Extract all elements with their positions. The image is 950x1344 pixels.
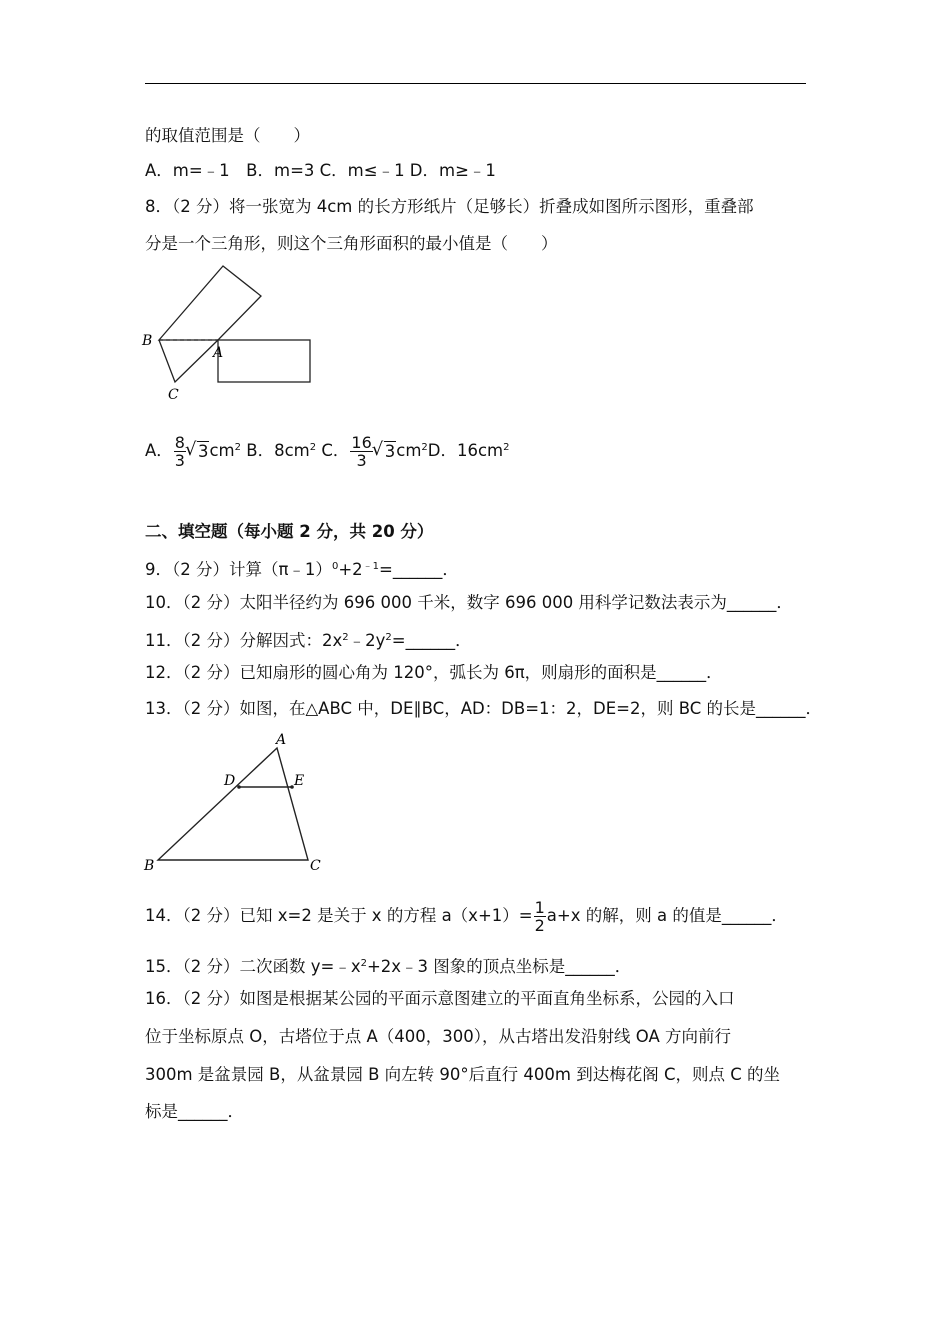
q8-line1: 8．（2 分）将一张宽为 4cm 的长方形纸片（足够长）折叠成如图所示图形，重叠部 [145,197,754,216]
opt-c-sqrt: √ 3 [374,432,397,472]
triangle-ABC [158,748,308,860]
label-C: C [168,387,179,403]
opt-a-sqrt: √ 3 [187,432,210,472]
q16-line3: 300m 是盆景园 B，从盆景园 B 向左转 90°后直行 400m 到达梅花阁 C，则点 C 的坐 [145,1065,781,1084]
label-B: B [142,333,153,349]
q11: 11．（2 分）分解因式：$2x^2﹣2y^2=\_\_\_\_\_\_$． [145,631,472,650]
q13-figure [140,728,330,876]
label-E: E [294,773,305,789]
label-C: C [310,858,321,874]
label-D: D [224,773,236,789]
q15: 15．（2 分）二次函数 $y=﹣x^2+2x﹣3$ 图象的顶点坐标是______． [145,957,632,976]
q8-options: A． $\frac{8}{3}$ √ $3cm^2$ B．$8cm^2$ C． $\frac{16}{3}$ √ $3cm^2D$．$16cm^2$ [145,428,510,472]
header-rule [145,83,806,84]
q13: 13．（2 分）如图，在△ABC 中，DE∥BC，AD：DB=1：2，DE=2，则 BC 的长是______． [145,699,823,718]
folded-strip [159,266,261,340]
q9: 9．（2 分）计算$(\pi﹣1)^0+2^{﹣1}=\_\_\_\_\_\_$． [145,560,459,579]
q16-line4: 标是______． [145,1102,244,1121]
horizontal-strip [218,340,310,382]
q16-line2: 位于坐标原点 O，古塔位于点 A（400，300），从古塔出发沿射线 OA 方向前行 [145,1027,731,1046]
opt-b: B．8cm [246,441,310,460]
section2-title: 二、填空题（每小题 2 分，共 20 分） [145,522,434,541]
label-A: A [213,345,224,361]
label-A: A [276,732,287,748]
opt-a-fraction: $\frac{8}{3}$ [174,433,185,470]
opt-a-label: A． [145,441,173,460]
opt-c-fraction: $\frac{16}{3}$ [351,433,372,470]
triangle-sides [159,340,218,382]
q14: 14．（2 分）已知 x=2 是关于 x 的方程 a（x+1）= $\frac{1}{2}$ a+x 的解，则 a 的值是______． [145,898,788,935]
q7-options: A．m=﹣1 B．m=3 C．m≤﹣1 D．m≥﹣1 [145,161,496,180]
q7-tail: 的取值范围是（ ） [145,126,310,145]
q8-line2: 分是一个三角形，则这个三角形面积的最小值是（ ） [145,234,558,253]
q8-figure [138,262,323,404]
q10: 10．（2 分）太阳半径约为 696 000 千米，数字 696 000 用科学记数法表示为______． [145,593,793,612]
opt-d: D．16cm [427,441,504,460]
label-B: B [144,858,155,874]
q12: 12．（2 分）已知扇形的圆心角为 120°，弧长为 6π，则扇形的面积是______． [145,663,723,682]
q14-fraction: $\frac{1}{2}$ [534,898,545,935]
point-D [237,785,241,789]
q16-line1: 16．（2 分）如图是根据某公园的平面示意图建立的平面直角坐标系，公园的入口 [145,989,735,1008]
